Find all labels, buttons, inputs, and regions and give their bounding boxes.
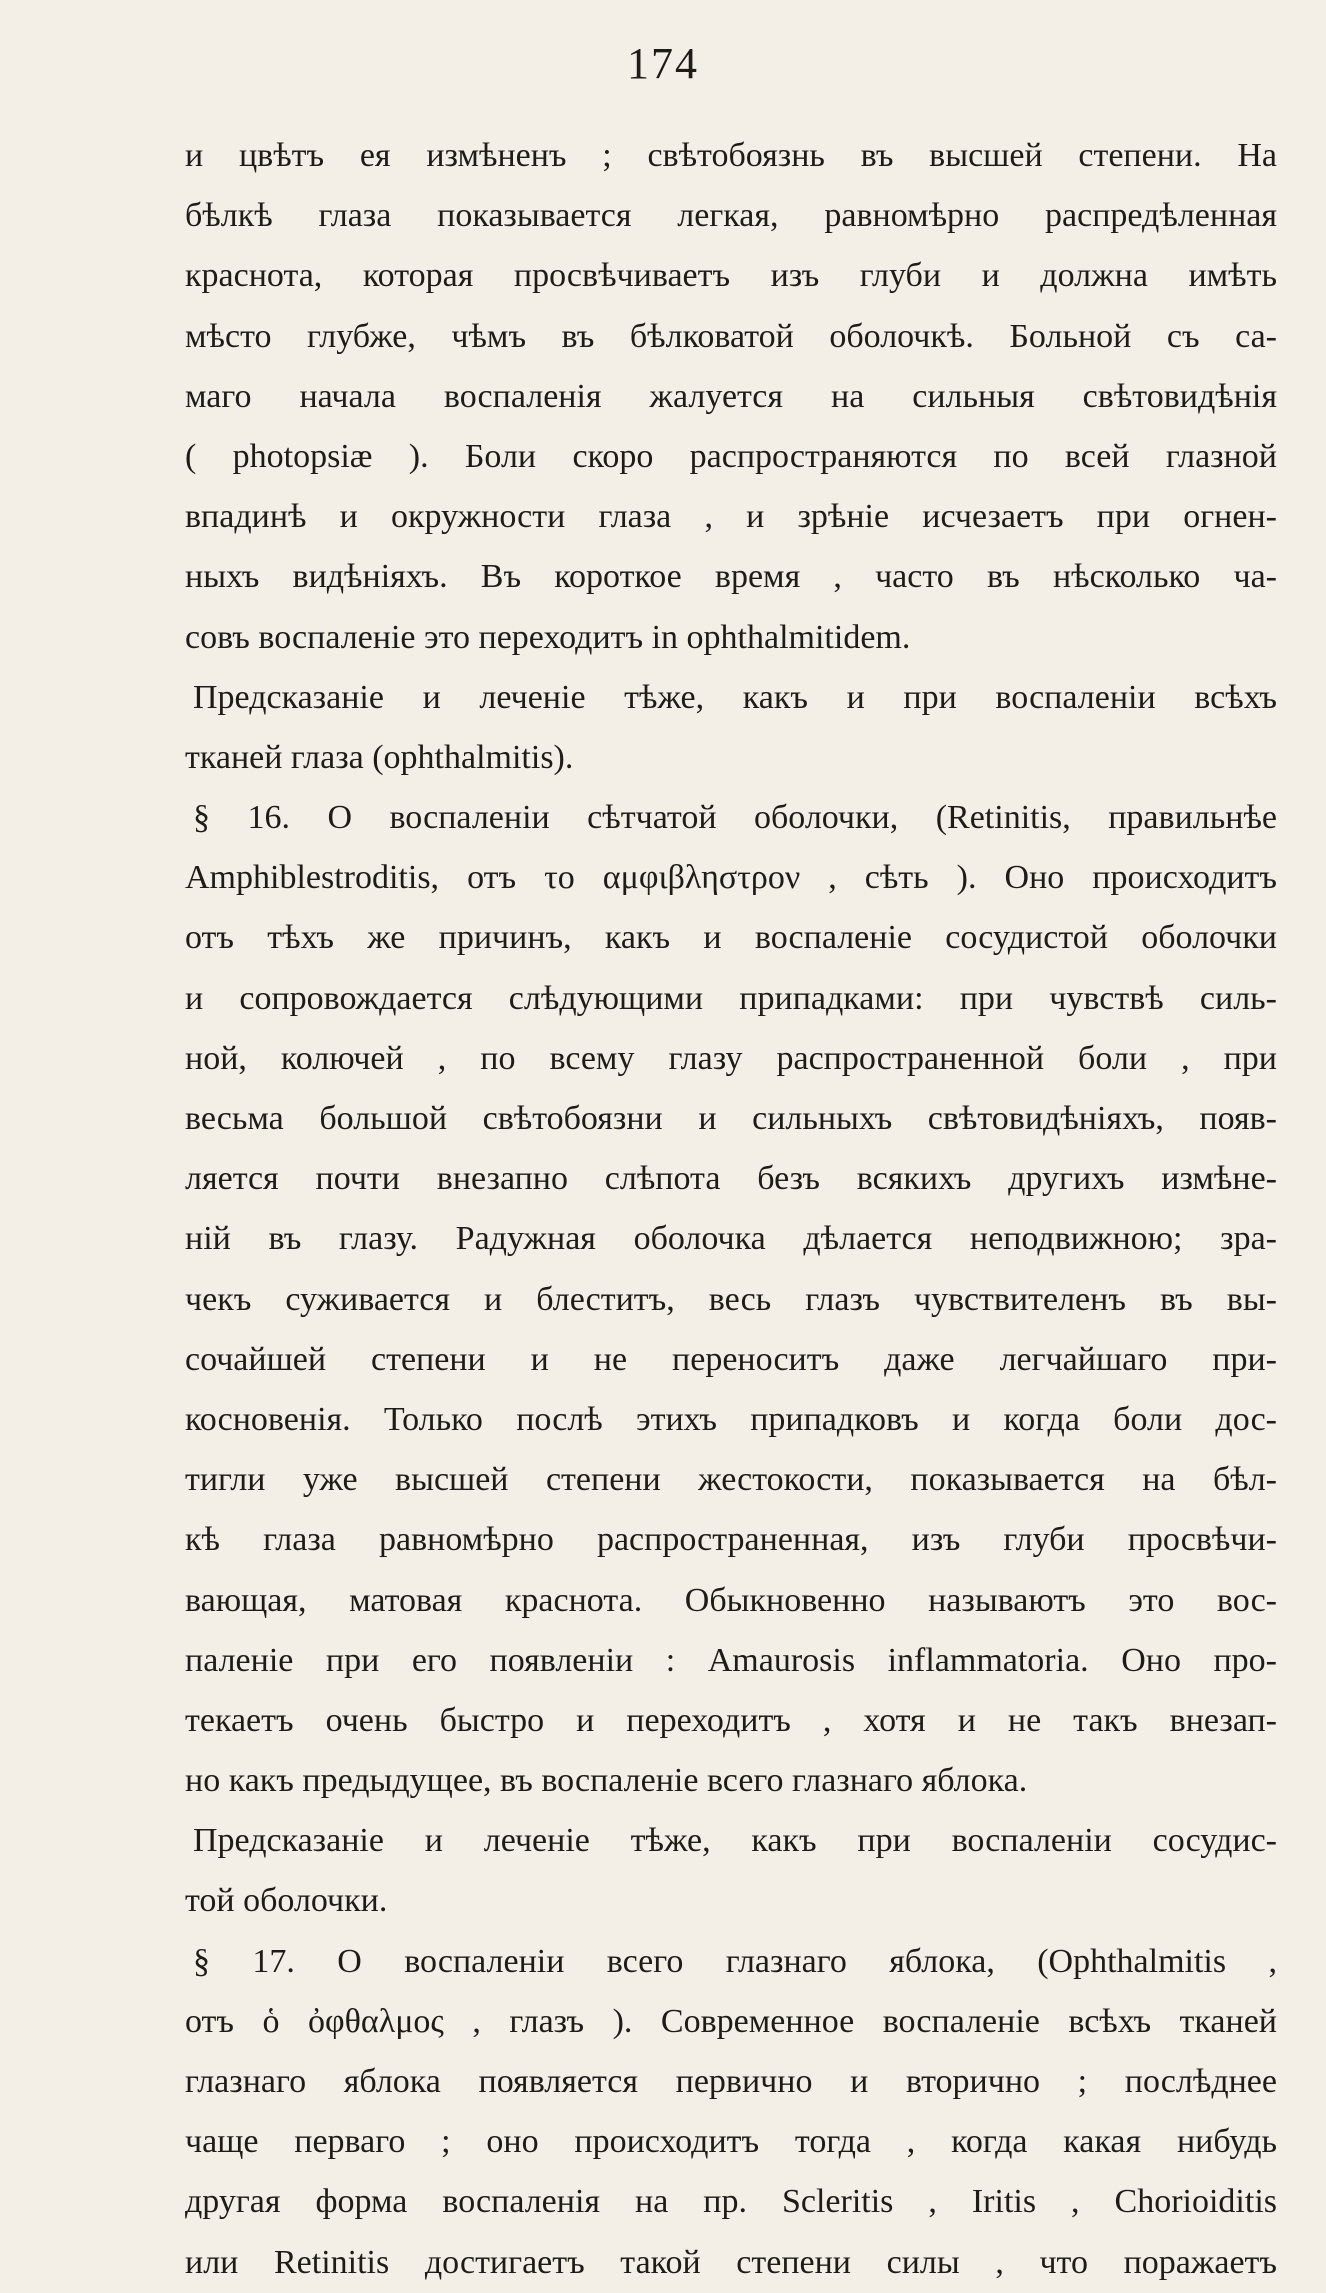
text-line: бѣлкѣ глаза показывается легкая, равномѣрно распредѣленная (185, 197, 1277, 235)
text-line: глазнаго яблока появляется первично и вторично ; послѣднее (185, 2063, 1277, 2100)
text-line: тканей глаза (ophthalmitis). (185, 738, 574, 776)
text-line: ній въ глазу. Радужная оболочка дѣлается неподвижною; зра- (185, 1220, 1277, 1258)
text-line: краснота, которая просвѣчиваетъ изъ глуби и должна имѣть (185, 257, 1277, 295)
text-line: отъ тѣхъ же причинъ, какъ и воспаленіе сосудистой оболочки (185, 919, 1277, 957)
text-line: тигли уже высшей степени жестокости, показывается на бѣл- (185, 1461, 1277, 1499)
text-line: совъ воспаленіе это переходитъ in ophthalmitidem. (185, 618, 911, 656)
text-line: сочайшей степени и не переноситъ даже легчайшаго при- (185, 1340, 1277, 1378)
text-line: Amphiblestroditis, отъ το αμφιβληστρον , сѣть ). Оно происходитъ (185, 859, 1277, 897)
text-line: весьма большой свѣтобоязни и сильныхъ свѣтовидѣніяхъ, появ- (185, 1100, 1277, 1137)
text-line: той оболочки. (185, 1882, 388, 1920)
text-line: ной, колючей , по всему глазу распространенной боли , при (185, 1039, 1277, 1077)
text-line: чаще перваго ; оно происходитъ тогда , когда какая нибудь (185, 2123, 1277, 2161)
section-heading-17: § 17. О воспаленіи всего глазнаго яблока, (Ophthalmitis , (193, 1942, 1277, 1980)
text-line: чекъ суживается и блеститъ, весь глазъ чувствителенъ въ вы- (185, 1280, 1277, 1318)
text-line: и цвѣтъ ея измѣненъ ; свѣтобоязнь въ высшей степени. На (185, 137, 1277, 174)
page-number: 174 (627, 39, 699, 88)
text-line: текаетъ очень быстро и переходитъ , хотя и не такъ внезап- (185, 1701, 1277, 1739)
text-line: ляется почти внезапно слѣпота безъ всякихъ другихъ измѣне- (185, 1160, 1277, 1198)
text-line: и сопровождается слѣдующими припадками: при чувствѣ силь- (185, 979, 1277, 1017)
text-line: паленіе при его появленіи : Amaurosis inflammatoria. Оно про- (185, 1641, 1277, 1679)
text-line: косновенія. Только послѣ этихъ припадковъ и когда боли дос- (185, 1400, 1277, 1438)
text-line: другая форма воспаленія на пр. Scleritis , Iritis , Chorioiditis (185, 2183, 1277, 2221)
text-line: мѣсто глубже, чѣмъ въ бѣлковатой оболочкѣ. Больной съ са- (185, 317, 1277, 355)
text-line: ныхъ видѣніяхъ. Въ короткое время , часто въ нѣсколько ча- (185, 558, 1277, 596)
body-text (185, 126, 1277, 2293)
text-line: впадинѣ и окружности глаза , и зрѣніе исчезаетъ при огнен- (185, 498, 1277, 536)
text-line: Предсказаніе и леченіе тѣже, какъ и при воспаленіи всѣхъ (193, 678, 1277, 716)
section-heading-16: § 16. О воспаленіи сѣтчатой оболочки, (Retinitis, правильнѣе (193, 799, 1277, 837)
text-line: Предсказаніе и леченіе тѣже, какъ при воспаленіи сосудис- (193, 1822, 1277, 1860)
text-line: маго начала воспаленія жалуется на сильныя свѣтовидѣнія (185, 377, 1277, 415)
text-line: отъ ὁ ὀφθαλμος , глазъ ). Современное воспаленіе всѣхъ тканей (185, 2002, 1277, 2040)
text-line: но какъ предыдущее, въ воспаленіе всего глазнаго яблока. (185, 1762, 1028, 1800)
text-line: ( photopsiæ ). Боли скоро распространяются по всей глазной (185, 437, 1277, 475)
text-line: вающая, матовая краснота. Обыкновенно называютъ это вос- (185, 1581, 1277, 1619)
text-line: или Retinitis достигаетъ такой степени силы , что поражаетъ (185, 2243, 1277, 2281)
text-line: кѣ глаза равномѣрно распространенная, изъ глуби просвѣчи- (185, 1521, 1277, 1559)
